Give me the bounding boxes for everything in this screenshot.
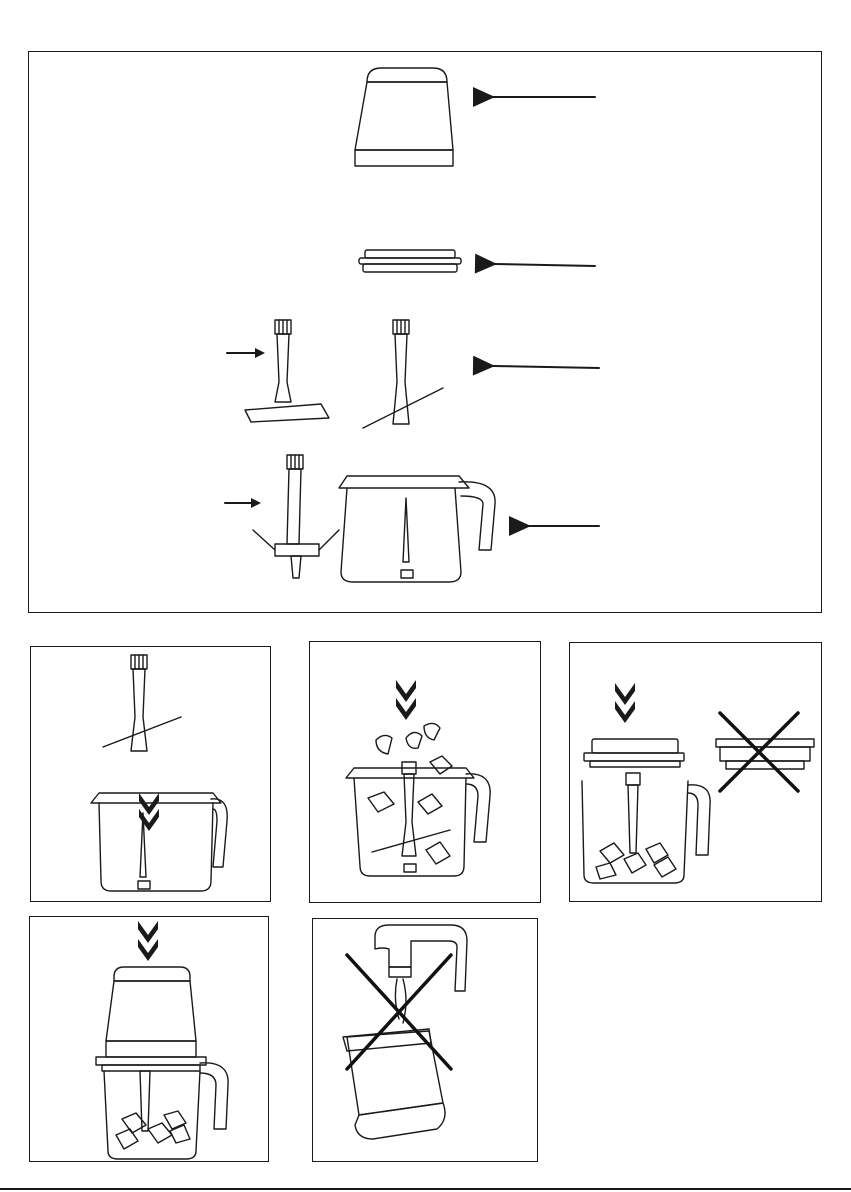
step-2-drawing [310,642,542,904]
step-2-panel [309,641,541,903]
lid-upside-down [716,739,814,769]
motor-unit [355,68,453,166]
water-tap [375,925,467,1023]
step-5-panel [312,918,538,1162]
prohibited-x-icon [347,955,451,1069]
step-1-panel [30,646,271,902]
chopper-bowl [582,773,710,883]
step-4-panel [29,916,269,1162]
prohibited-x-icon [720,713,798,791]
pointer-arrow-icon [495,264,595,266]
chopper-bowl [346,762,490,876]
pointer-arrow-icon [493,366,599,368]
slicing-disc-attachment [245,320,329,422]
parts-overview-panel [28,51,822,613]
lid [359,250,461,272]
step-1-drawing [31,647,272,903]
chopper-bowl [91,793,227,891]
step-3-panel [569,642,822,902]
step-4-drawing [30,917,270,1163]
down-chevron-arrow-icon [138,921,158,961]
down-chevron-arrow-icon [615,683,635,723]
step-5-drawing [313,919,539,1163]
chopper-bowl [96,1057,228,1159]
lid [584,739,684,767]
motor-unit [106,967,196,1057]
knife-blade-attachment [103,655,181,751]
page-bottom-rule [0,1188,851,1190]
down-chevron-arrow-icon [396,680,416,720]
food-pieces [368,723,452,864]
knife-blade-attachment [363,320,443,428]
parts-overview-drawing [29,52,823,614]
whisk-attachment [253,455,339,578]
step-3-drawing [570,643,823,903]
chopper-bowl [339,476,495,582]
